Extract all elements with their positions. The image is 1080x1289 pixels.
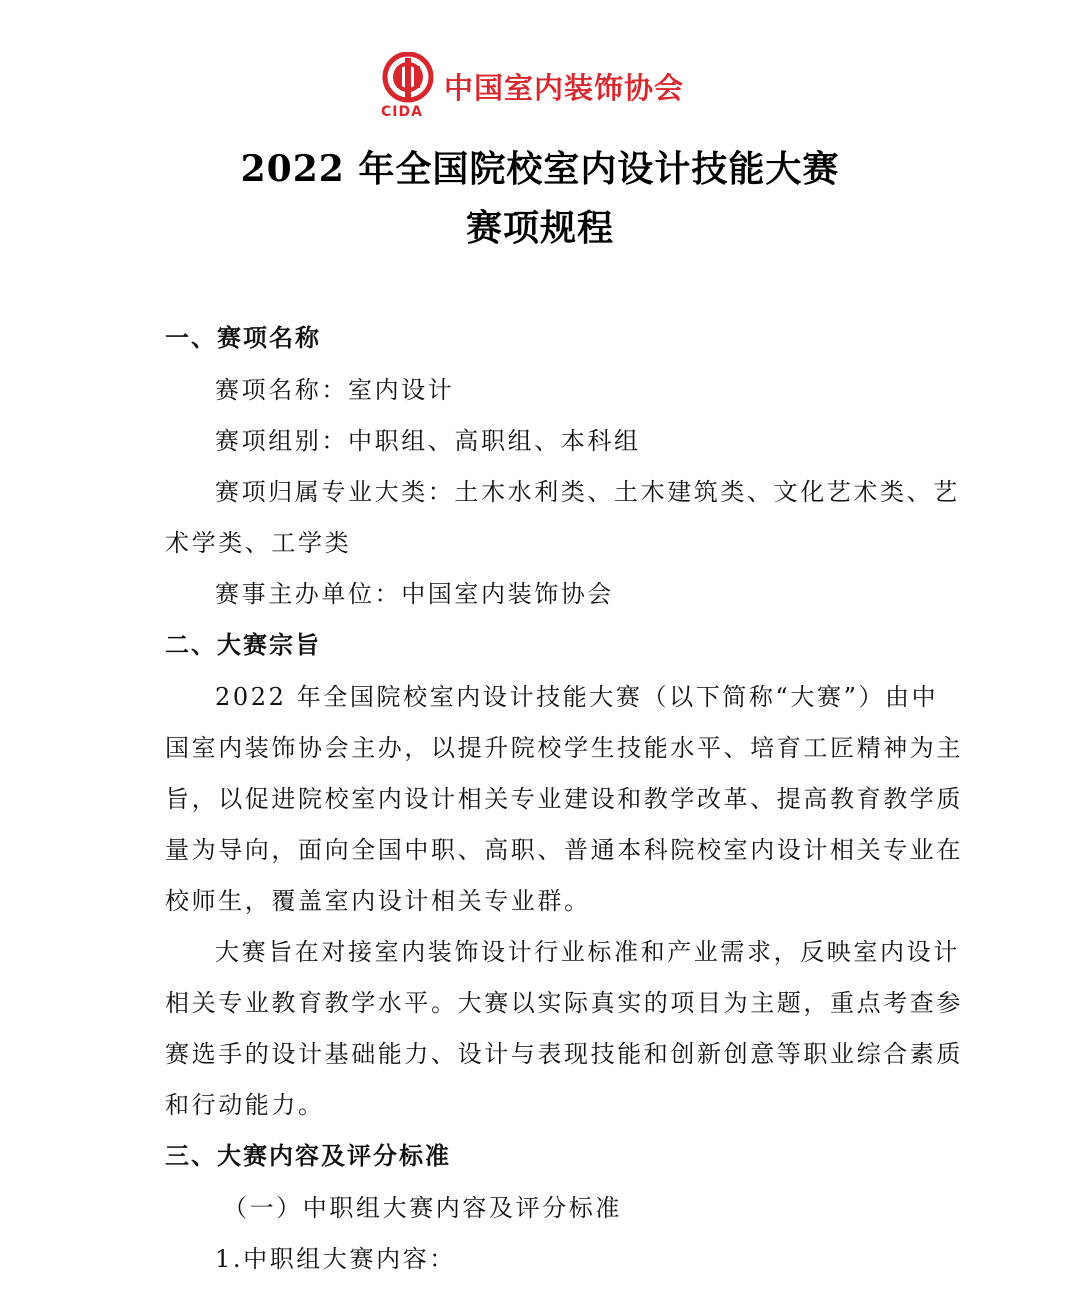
section-2-paragraph-1-line: 校师生，覆盖室内设计相关专业群。 [165,887,591,915]
cida-logo [378,52,718,124]
document-body [165,317,963,1289]
section-2-paragraph-2-line: 和行动能力。 [165,1091,325,1119]
logo-org-name: 中国室内装饰协会 [444,71,685,105]
section-1-line: 赛项组别：中职组、高职组、本科组 [215,427,641,455]
section-2-paragraph-2-line: 赛选手的设计基础能力、设计与表现技能和创新创意等职业综合素质 [165,1040,963,1068]
numbered-item: 1.中职组大赛内容： [215,1245,456,1273]
section-2-paragraph-1-line: 量为导向，面向全国中职、高职、普通本科院校室内设计相关专业在 [165,836,963,864]
document-title: 2022 年全国院校室内设计技能大赛 [240,148,840,190]
subsection-heading: （一）中职组大赛内容及评分标准 [223,1194,622,1222]
section-2-paragraph-2-line: 相关专业教育教学水平。大赛以实际真实的项目为主题，重点考查参 [165,989,963,1017]
section-heading-1: 一、赛项名称 [165,324,321,352]
section-1-line: 赛项名称：室内设计 [215,376,455,404]
section-2-paragraph-1-line: 2022 年全国院校室内设计技能大赛（以下简称“大赛”）由中 [215,683,939,711]
section-heading-3: 三、大赛内容及评分标准 [165,1142,451,1170]
section-2-paragraph-1-line: 旨，以促进院校室内设计相关专业建设和教学改革、提高教育教学质 [165,785,963,813]
section-1-line: 赛事主办单位：中国室内装饰协会 [215,580,614,608]
document-subtitle: 赛项规程 [465,207,614,249]
section-2-paragraph-2-line: 大赛旨在对接室内装饰设计行业标准和产业需求，反映室内设计 [215,938,960,966]
section-1-line: 术学类、工学类 [165,529,352,557]
section-heading-2: 二、大赛宗旨 [165,631,321,659]
logo-abbreviation: CIDA [381,104,423,120]
section-1-line: 赛项归属专业大类：土木水利类、土木建筑类、文化艺术类、艺 [215,478,960,506]
section-2-paragraph-1-line: 国室内装饰协会主办，以提升院校学生技能水平、培育工匠精神为主 [165,734,963,762]
